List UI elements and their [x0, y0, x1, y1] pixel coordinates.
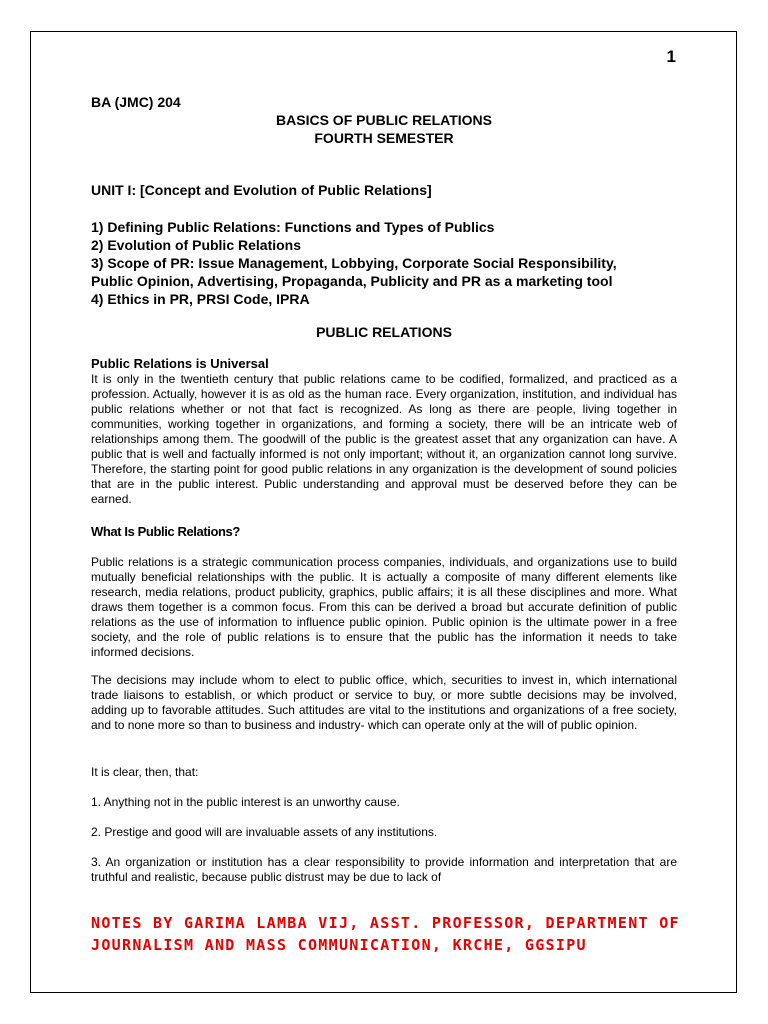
- outline-item: 1) Defining Public Relations: Functions and Types of Publics: [91, 219, 495, 235]
- course-title: BASICS OF PUBLIC RELATIONS: [276, 112, 492, 128]
- outline-item: Public Opinion, Advertising, Propaganda, Publicity and PR as a marketing tool: [91, 273, 613, 289]
- footer-line: NOTES BY GARIMA LAMBA VIJ, ASST. PROFESSOR, DEPARTMENT OF: [91, 914, 680, 932]
- paragraph-what-is-pr: Public relations is a strategic communication process companies, individuals, and organizations use to build mutually beneficial relationships with the public. It is actually a composite of many different elements like research, media relations, product publicity, graphics, public affairs; it is all these disciplines and more. What draws them together is a common focus. From this can be derived a broad but accurate definition of public relations as the use of information to influence public opinion. Public opinion is the ultimate power in a free society, and the role of public relations is to ensure that the public has the information it needs to take informed decisions.: [91, 555, 677, 659]
- paragraph-decisions: The decisions may include whom to elect to public office, which, securities to invest in, which international trade liaisons to establish, or which product or service to buy, or more subtle decisions may be involved, adding up to favorable attitudes. Such attitudes are vital to the institutions and organizations of a free society, and to none more so than to business and industry- which can operate only at the will of public opinion.: [91, 673, 677, 732]
- point-2: 2. Prestige and good will are invaluable assets of any institutions.: [91, 825, 438, 839]
- outline-item: 2) Evolution of Public Relations: [91, 237, 302, 253]
- section-title: PUBLIC RELATIONS: [316, 324, 452, 340]
- footer-notes: [91, 912, 691, 956]
- semester: FOURTH SEMESTER: [314, 130, 454, 146]
- page-border: [30, 31, 737, 993]
- outline-item: 3) Scope of PR: Issue Management, Lobbying, Corporate Social Responsibility,: [91, 255, 617, 271]
- unit-outline: [91, 218, 691, 308]
- paragraph-universal: It is only in the twentieth century that public relations came to be codified, formalized, and practiced as a profession. Actually, however it is as old as the human race. Every organization, institution, and individual has public relations whether or not that fact is recognized. As long as there are people, living together in communities, working together in organizations, and forming a society, there will be an intricate web of relationships among them. The goodwill of the public is the greatest asset that any organization can have. A public that is well and factually informed is not only important; without it, an organization cannot long survive. Therefore, the starting point for good public relations in any organization is the development of sound policies that are in the public interest. Public understanding and approval must be deserved before they can be earned.: [91, 372, 677, 506]
- subheading-universal: Public Relations is Universal: [91, 356, 269, 371]
- subheading-what-is-pr: What Is Public Relations?: [91, 524, 240, 539]
- course-code: BA (JMC) 204: [91, 94, 181, 110]
- footer-line: JOURNALISM AND MASS COMMUNICATION, KRCHE, GGSIPU: [91, 936, 587, 954]
- point-3: 3. An organization or institution has a clear responsibility to provide information and interpretation that are truthful and realistic, because public distrust may be due to lack of: [91, 855, 677, 884]
- point-1: 1. Anything not in the public interest is an unworthy cause.: [91, 795, 400, 809]
- outline-item: 4) Ethics in PR, PRSI Code, IPRA: [91, 291, 310, 307]
- unit-title: UNIT I: [Concept and Evolution of Public Relations]: [91, 182, 432, 198]
- page-number: 1: [666, 47, 676, 66]
- clear-intro: It is clear, then, that:: [91, 765, 199, 779]
